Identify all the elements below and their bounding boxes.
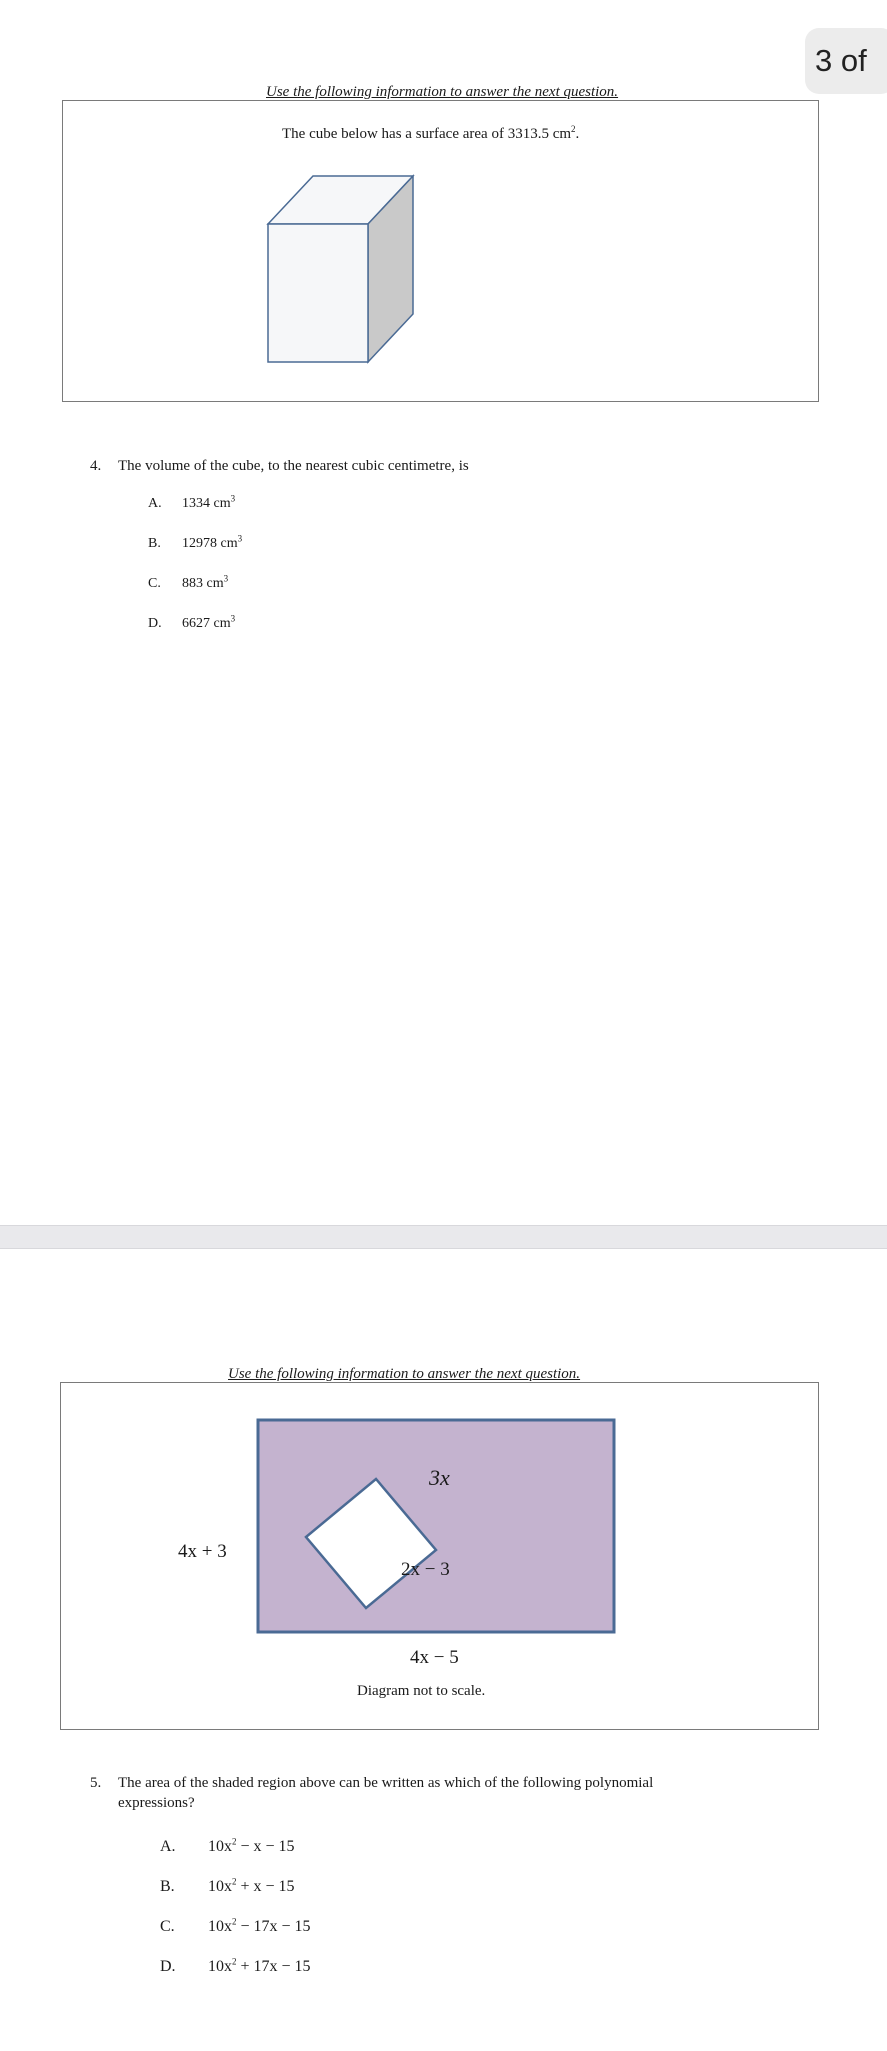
q4-info-header: Use the following information to answer the next question.	[266, 84, 619, 100]
q4-choice-c[interactable]: C. 883 $cm^3$	[148, 573, 229, 591]
choice-letter: D.	[148, 616, 162, 631]
q5-number: 5.	[90, 1775, 102, 1791]
choice-expr: 10x	[208, 1838, 232, 1855]
choice-letter: A.	[160, 1838, 176, 1855]
q5-info-box	[60, 1382, 819, 1730]
q5-choice-d[interactable]: D. $10x^2 + 17x - 15$	[160, 1956, 311, 1975]
q4-info-text: The cube below has a surface area of 3313.5 $cm^2$.	[282, 124, 580, 142]
page-divider	[0, 1225, 887, 1249]
cube-diagram	[263, 171, 443, 371]
cube-front-face	[268, 224, 368, 362]
choice-expr: 10x	[208, 1878, 232, 1895]
outer-rectangle	[258, 1420, 614, 1632]
choice-expr: 10x	[208, 1958, 232, 1975]
q5-choice-c[interactable]: C. $10x^2 - 17x - 15$	[160, 1916, 311, 1935]
choice-letter: C.	[160, 1918, 175, 1935]
choice-value: 12978 cm	[182, 536, 238, 551]
choice-value: 6627 cm	[182, 616, 231, 631]
q4-number: 4.	[90, 458, 102, 474]
q4-choice-a[interactable]: A. 1334 $cm^3$	[148, 493, 236, 511]
diagram-caption: Diagram not to scale.	[357, 1683, 486, 1699]
shaded-region-diagram	[256, 1418, 616, 1636]
choice-letter: C.	[148, 576, 161, 591]
q5-choice-a[interactable]: A. $10x^2 - x - 15$	[160, 1836, 295, 1855]
choice-letter: B.	[148, 536, 161, 551]
q5-choice-b[interactable]: B. $10x^2 + x - 15$	[160, 1876, 295, 1895]
q5-info-header: Use the following information to answer the next question.	[228, 1366, 581, 1382]
q5-stem-line2: expressions?	[118, 1795, 195, 1811]
label-bottom-side: 4x − 5	[410, 1647, 459, 1668]
label-2x-minus-3: 2x − 3	[401, 1559, 450, 1580]
q5-stem-line1: The area of the shaded region above can be written as which of the following polynomial	[118, 1775, 654, 1791]
q4-choice-b[interactable]: B. 12978 $cm^3$	[148, 533, 243, 551]
page-indicator: 3 of	[805, 28, 887, 94]
label-3x: 3x	[429, 1465, 450, 1490]
q4-choice-d[interactable]: D. 6627 $cm^3$	[148, 613, 236, 631]
choice-letter: B.	[160, 1878, 175, 1895]
choice-letter: A.	[148, 496, 162, 511]
q4-info-box	[62, 100, 819, 402]
q4-stem-text: The volume of the cube, to the nearest cubic centimetre, is	[118, 458, 469, 474]
choice-value: 883 cm	[182, 576, 224, 591]
choice-expr: 10x	[208, 1918, 232, 1935]
choice-letter: D.	[160, 1958, 176, 1975]
choice-value: 1334 cm	[182, 496, 231, 511]
q5-stem-continued	[118, 1795, 195, 1812]
label-left-side: 4x + 3	[178, 1541, 227, 1562]
